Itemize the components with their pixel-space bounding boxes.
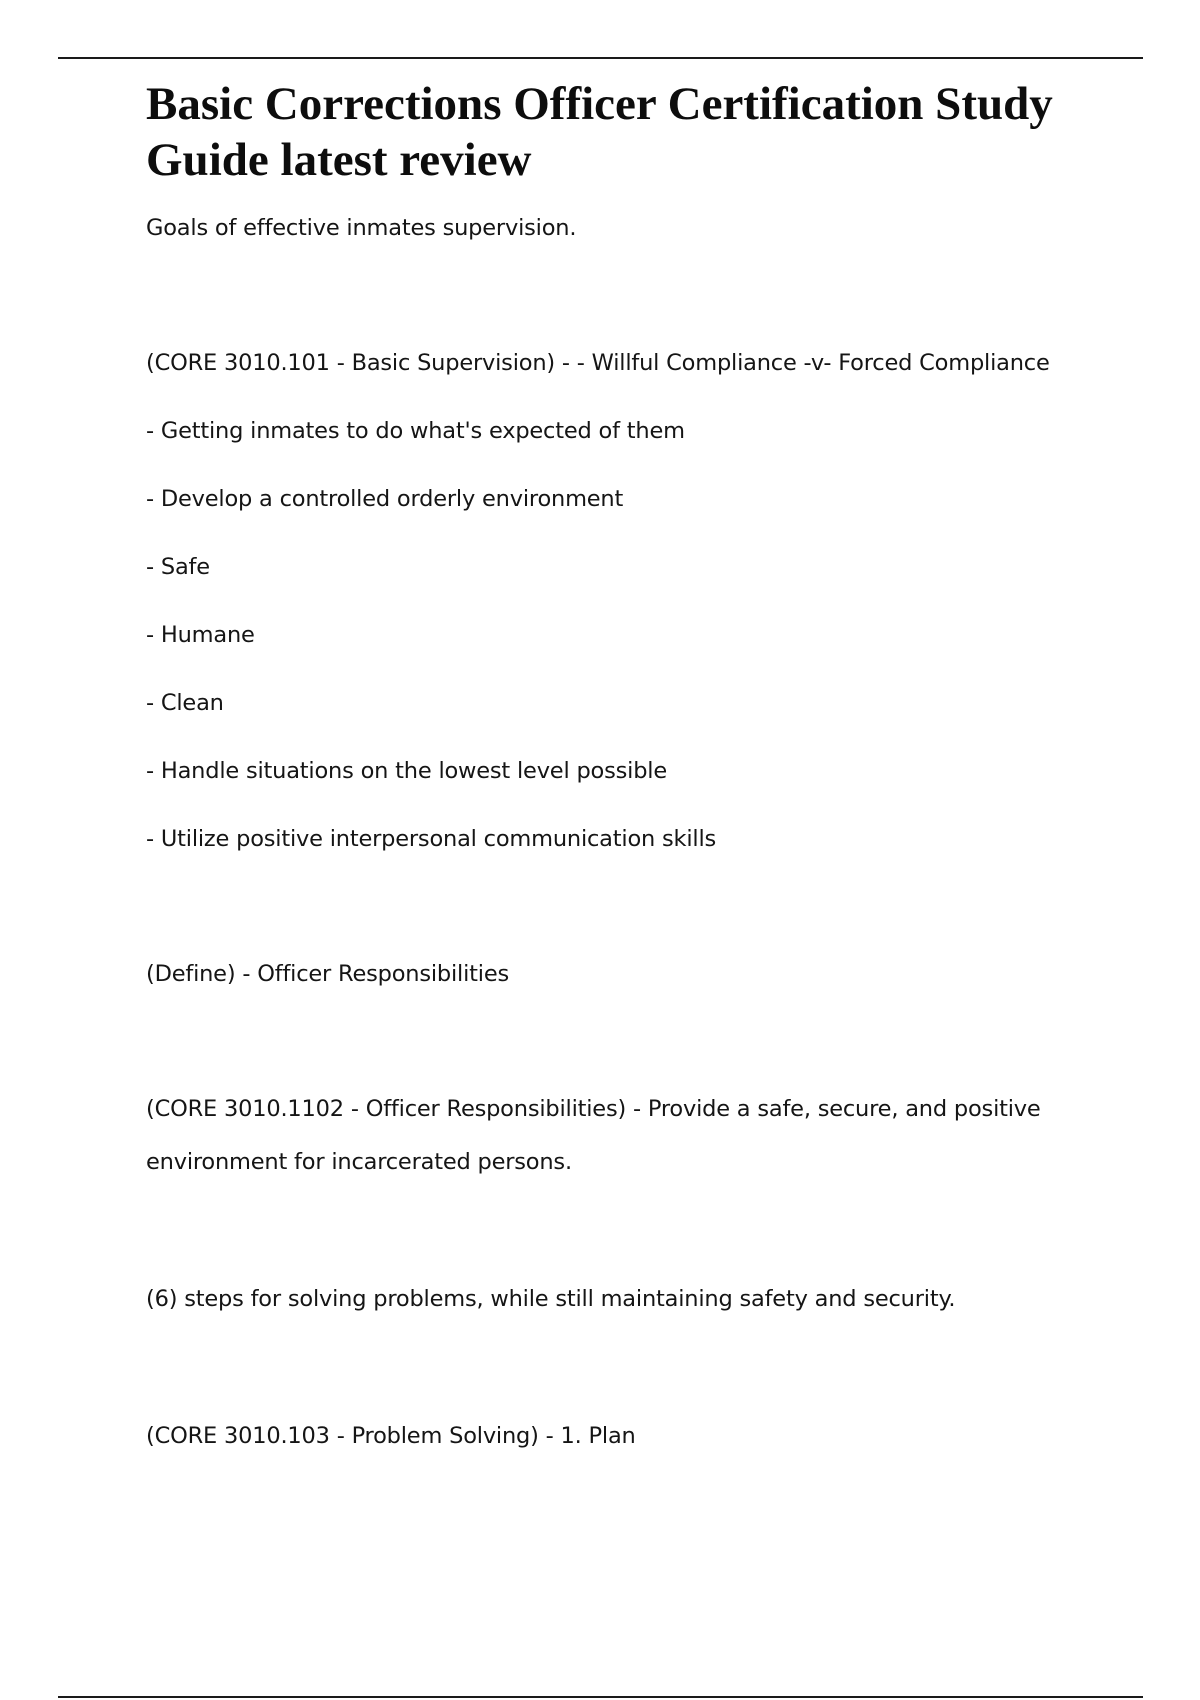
document-header bbox=[146, 76, 1106, 188]
list-item: - Humane bbox=[146, 622, 255, 648]
top-rule bbox=[58, 57, 1143, 59]
paragraph-define: (Define) - Officer Responsibilities bbox=[146, 961, 509, 987]
paragraph-core-1102: (CORE 3010.1102 - Officer Responsibilities) - Provide a safe, secure, and positive environment for incarcerated persons. bbox=[146, 1096, 1041, 1175]
list-item: - Clean bbox=[146, 690, 224, 716]
list-item: - Getting inmates to do what's expected of them bbox=[146, 418, 685, 444]
paragraph-goals: Goals of effective inmates supervision. bbox=[146, 215, 577, 241]
document-title: Basic Corrections Officer Certification Study Guide latest review bbox=[146, 78, 1053, 186]
list-item: - Safe bbox=[146, 554, 210, 580]
paragraph-six-steps: (6) steps for solving problems, while still maintaining safety and security. bbox=[146, 1286, 956, 1312]
list-item: - Handle situations on the lowest level possible bbox=[146, 758, 667, 784]
bottom-rule bbox=[58, 1696, 1143, 1698]
list-item: - Utilize positive interpersonal communication skills bbox=[146, 826, 717, 852]
paragraph-core-103: (CORE 3010.103 - Problem Solving) - 1. Plan bbox=[146, 1423, 636, 1449]
list-item: - Develop a controlled orderly environment bbox=[146, 486, 624, 512]
paragraph-core-101: (CORE 3010.101 - Basic Supervision) - - Willful Compliance -v- Forced Compliance bbox=[146, 350, 1050, 376]
